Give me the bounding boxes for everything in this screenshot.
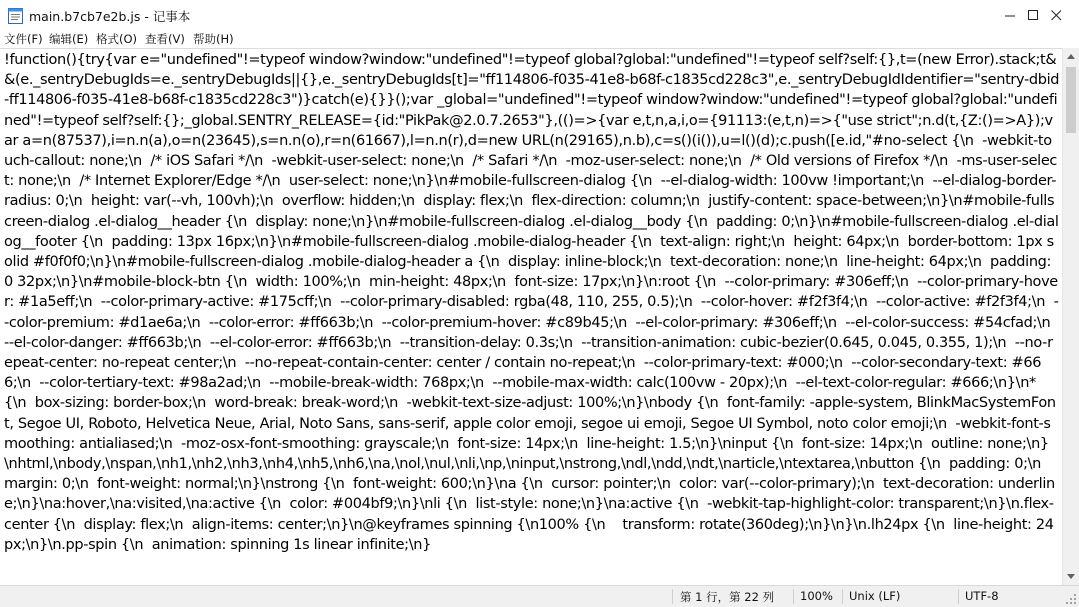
menu-format[interactable]: 格式(O) <box>96 32 138 46</box>
menu-help[interactable]: 帮助(H) <box>193 32 234 46</box>
status-divider <box>842 589 843 604</box>
vertical-scrollbar[interactable] <box>1062 48 1079 585</box>
encoding: UTF-8 <box>965 589 999 603</box>
notepad-icon <box>8 7 23 24</box>
menu-bar <box>0 31 1079 48</box>
scroll-down-button[interactable] <box>1063 568 1079 585</box>
close-icon <box>1051 10 1062 21</box>
menu-edit[interactable]: 编辑(E) <box>49 32 89 46</box>
zoom-level: 100% <box>800 589 833 603</box>
status-bar <box>0 585 1079 607</box>
chevron-up-icon <box>1067 54 1075 59</box>
status-divider <box>672 589 673 604</box>
resize-grip-icon[interactable] <box>1066 594 1077 605</box>
close-button[interactable] <box>1033 0 1079 31</box>
title-bar[interactable] <box>0 0 1079 31</box>
scrollbar-thumb[interactable] <box>1066 67 1076 133</box>
window-title: main.b7cb7e2b.js - 记事本 <box>29 9 191 24</box>
chevron-down-icon <box>1067 574 1075 579</box>
text-editor[interactable] <box>0 48 1062 586</box>
menu-file[interactable]: 文件(F) <box>4 32 43 46</box>
status-divider <box>958 589 959 604</box>
cursor-position: 第 1 行，第 22 列 <box>680 590 775 604</box>
line-ending: Unix (LF) <box>849 589 901 603</box>
editor-content[interactable]: !function(){try{var e="undefined"!=typeof window?window:"undefined"!=typeof global?global:"undefined"!=typeof self?self:{},t=(new Error).stack;t&&(e._sentryDebugIds=e._sentryDebugIds||{},e._sentryDebugIds[t]="ff114806-f035-41e8-b68f-c1835cd228c3",e._sentryDebugIdIdentifier="sentry-dbid-ff114806-f035-41e8-b68f-c1835cd228c3")}catch(e){}}();var _global="undefined"!=typeof window?window:"undefined"!=typeof global?global:"undefined"!=typeof self?self:{};_global.SENTRY_RELEASE={id:"PikPak@2.0.7.2653"},(()=>{var e,t,n,a,i,o={91113:(e,t,n)=>{"use strict";n.d(t,{Z:()=>A});var a=n(87537),i=n.n(a),o=n(23645),s=n.n(o),r=n(61667),l=n.n(r),d=new URL(n(29165),n.b),c=s()(i()),u=l()(d);c.push([e.id,"#no-select {\n -webkit-touch-callout: none;\n /* iOS Safari */\n -webkit-user-select: none;\n /* Safari */\n -moz-user-select: none;\n /* Old versions of Firefox */\n -ms-user-select: none;\n /* Internet Explorer/Edge */\n user-select: none;\n}\n#mobile-fullscreen-dialog {\n --el-dialog-width: 100vw !important;\n --el-dialog-border-radius: 0;\n height: var(--vh, 100vh);\n overflow: hidden;\n display: flex;\n flex-direction: column;\n justify-content: space-between;\n}\n#mobile-fullscreen-dialog .el-dialog__header {\n display: none;\n}\n#mobile-fullscreen-dialog .el-dialog__body {\n padding: 0;\n}\n#mobile-fullscreen-dialog .el-dialog__footer {\n padding: 13px 16px;\n}\n#mobile-fullscreen-dialog .mobile-dialog-header {\n text-align: right;\n height: 64px;\n border-bottom: 1px solid #f0f0f0;\n}\n#mobile-fullscreen-dialog .mobile-dialog-header a {\n display: inline-block;\n text-decoration: none;\n line-height: 64px;\n padding: 0 32px;\n}\n#mobile-block-btn {\n width: 100%;\n min-height: 48px;\n font-size: 17px;\n}\n:root {\n --color-primary: #306eff;\n --color-primary-hover: #1a5eff;\n --color-primary-active: #175cff;\n --color-primary-disabled: rgba(48, 110, 255, 0.5);\n --color-hover: #f2f3f4;\n --color-active: #f2f3f4;\n --color-premium: #d1ae6a;\n --color-error: #ff663b;\n --color-premium-hover: #c89b45;\n --el-color-primary: #306eff;\n --el-color-success: #54cfad;\n --el-color-danger: #ff663b;\n --el-color-error: #ff663b;\n --transition-delay: 0.3s;\n --transition-animation: cubic-bezier(0.645, 0.045, 0.355, 1);\n --no-repeat-center: no-repeat center;\n --no-repeat-contain-center: center / contain no-repeat;\n --color-primary-text: #000;\n --color-secondary-text: #666;\n --color-tertiary-text: #98a2ad;\n --mobile-break-width: 768px;\n --mobile-max-width: calc(100vw - 20px);\n --el-text-color-regular: #666;\n}\n* {\n box-sizing: border-box;\n word-break: break-word;\n -webkit-text-size-adjust: 100%;\n}\nbody {\n font-family: -apple-system, BlinkMacSystemFont, Segoe UI, Roboto, Helvetica Neue, Arial, Noto Sans, sans-serif, apple color emoji, segoe ui emoji, Segoe UI Symbol, noto color emoji;\n -webkit-font-smoothing: antialiased;\n -moz-osx-font-smoothing: grayscale;\n font-size: 14px;\n line-height: 1.5;\n}\ninput {\n font-size: 14px;\n outline: none;\n}\nhtml,\nbody,\nspan,\nh1,\nh2,\nh3,\nh4,\nh5,\nh6,\na,\nol,\nul,\nli,\np,\ninput,\nstrong,\ndl,\ndd,\ndt,\narticle,\ntextarea,\nbutton {\n padding: 0;\n margin: 0;\n font-weight: normal;\n}\nstrong {\n font-weight: 600;\n}\na {\n cursor: pointer;\n color: var(--color-primary);\n text-decoration: underline;\n}\na:hover,\na:visited,\na:active {\n color: #004bf9;\n}\nli {\n list-style: none;\n}\na:active {\n -webkit-tap-highlight-color: transparent;\n}\n.flex-center {\n display: flex;\n align-items: center;\n}\n@keyframes spinning {\n100% {\n transform: rotate(360deg);\n}\n}\n.lh24px {\n line-height: 24px;\n}\n.pp-spin {\n animation: spinning 1s linear infinite;\n} <box>4 52 1060 553</box>
menu-view[interactable]: 查看(V) <box>145 32 185 46</box>
scroll-up-button[interactable] <box>1063 48 1079 65</box>
status-divider <box>793 589 794 604</box>
